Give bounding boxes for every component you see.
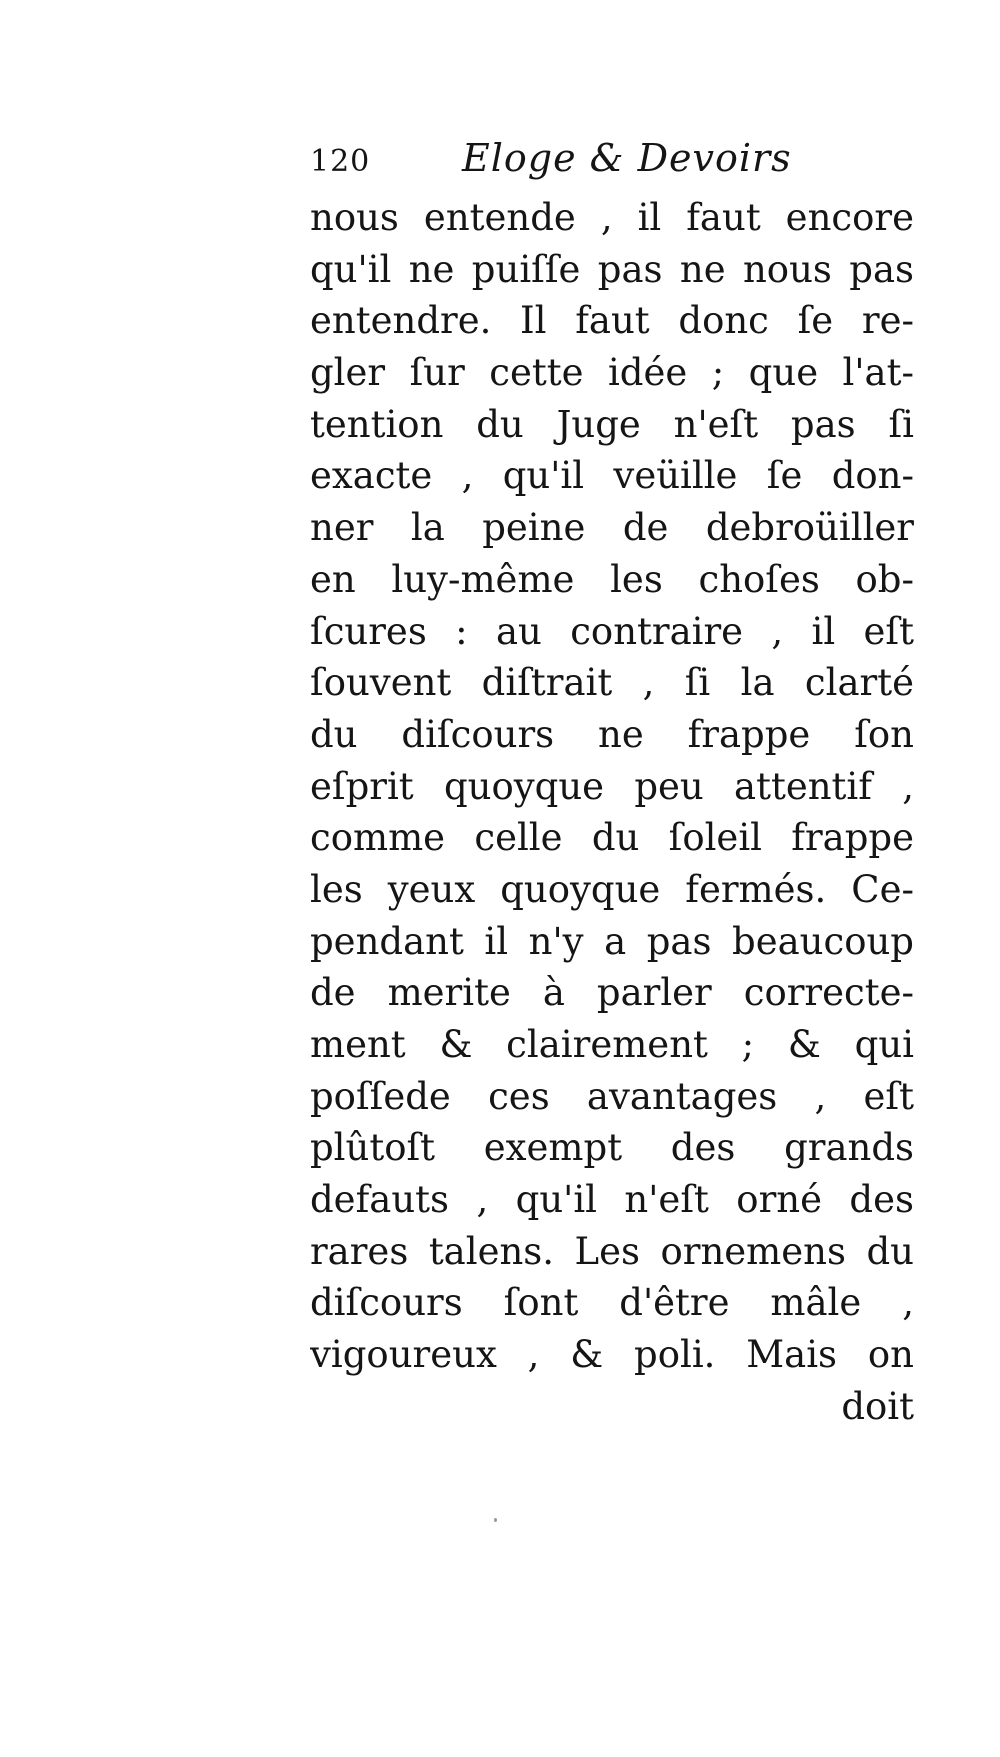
text-line: qu'il ne puiſſe pas ne nous pas xyxy=(310,247,914,291)
text-line: entendre. Il faut donc ſe re- xyxy=(310,299,914,343)
page-header xyxy=(310,134,914,192)
paper-speck xyxy=(494,1518,497,1522)
text-line: comme celle du ſoleil frappe xyxy=(310,816,914,860)
text-line: ment & clairement ; & qui xyxy=(310,1023,914,1066)
text-line: rares talens. Les ornemens du xyxy=(310,1229,914,1273)
text-line: exacte , qu'il veüille ſe don- xyxy=(310,454,914,498)
text-line: de merite à parler correcte- xyxy=(310,971,914,1015)
text-line: en luy-même les choſes ob- xyxy=(310,557,914,601)
text-line: plûtoſt exempt des grands xyxy=(310,1126,914,1170)
text-line: defauts , qu'il n'eſt orné des xyxy=(310,1178,914,1222)
text-line: eſprit quoyque peu attentif , xyxy=(310,764,914,808)
text-line: les yeux quoyque fermés. Ce- xyxy=(310,867,914,911)
text-line: tention du Juge n'eſt pas ſi xyxy=(310,402,914,446)
text-line: gler ſur cette idée ; que l'at- xyxy=(310,351,914,395)
text-line: ſcures : au contraire , il eſt xyxy=(310,609,914,653)
text-line: du diſcours ne frappe ſon xyxy=(310,712,914,756)
text-line: vigoureux , & poli. Mais on xyxy=(310,1333,914,1377)
text-line: pendant il n'y a pas beaucoup xyxy=(310,919,914,963)
text-line: ſouvent diſtrait , ſi la clarté xyxy=(310,661,914,705)
text-line: ner la peine de debroüiller xyxy=(310,506,914,550)
text-block xyxy=(310,134,914,1433)
text-line: poſſede ces avantages , eſt xyxy=(310,1074,914,1118)
page-number: 120 xyxy=(310,144,371,179)
body-text xyxy=(310,192,914,1381)
running-title: Eloge & Devoirs xyxy=(462,136,792,180)
text-line: nous entende , il faut encore xyxy=(310,196,914,239)
text-line: diſcours ſont d'être mâle , xyxy=(310,1281,914,1325)
catchword: doit xyxy=(841,1384,914,1428)
